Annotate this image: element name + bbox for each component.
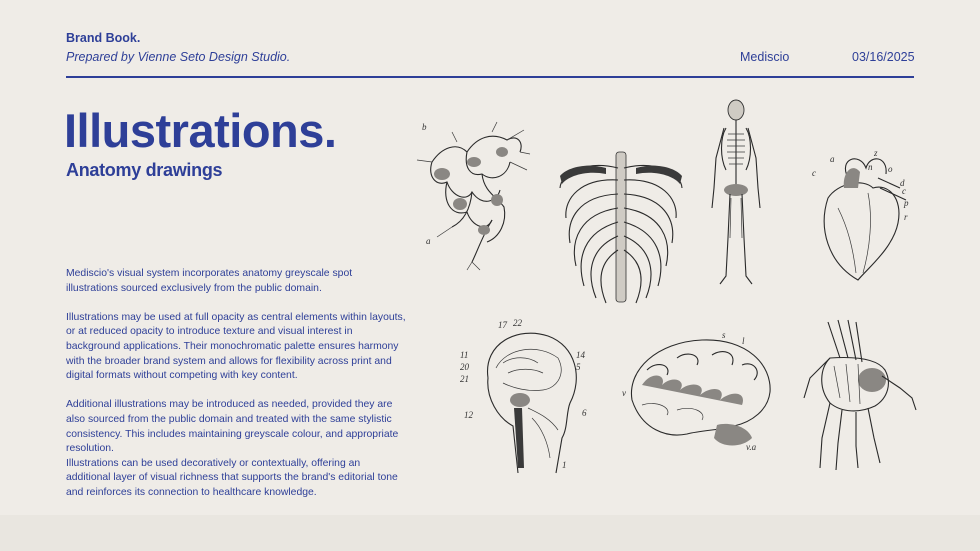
neuron-label-a: a bbox=[426, 236, 431, 246]
heart-label: r bbox=[904, 212, 908, 222]
head-label: 20 bbox=[460, 362, 469, 372]
head-label: 22 bbox=[513, 318, 522, 328]
rib-cage-icon bbox=[560, 152, 682, 303]
heart-label: a bbox=[830, 154, 835, 164]
head-label: 6 bbox=[582, 408, 587, 418]
heart-label: n bbox=[868, 162, 873, 172]
brain-label: v bbox=[622, 388, 626, 398]
paragraph: Illustrations may be used at full opacity as central elements within layouts, or at reduced opacity to introduce texture and visual interest in background applications. Their monochromatic palette ensures harmony with the broader brand system and allows for flexibility across print and digital formats without competing with key content. bbox=[66, 311, 406, 382]
heart-label: d bbox=[900, 178, 905, 188]
head-cross-section-illustration bbox=[458, 318, 598, 478]
body-text bbox=[66, 267, 406, 501]
heart-label: p bbox=[904, 198, 909, 208]
page-subtitle: Anatomy drawings bbox=[66, 160, 223, 180]
neuron-label-b: b bbox=[422, 122, 427, 132]
paragraph: Additional illustrations may be introduced as needed, provided they are also sourced from the public domain and treated with the same stylistic consistency. This includes maintaining greyscale colour, and appropriate resolution. bbox=[66, 399, 399, 455]
brain-label: s bbox=[722, 330, 726, 340]
hand-muscles-illustration bbox=[800, 318, 920, 472]
head-label: 17 bbox=[498, 320, 507, 330]
heart-label: c bbox=[902, 186, 906, 196]
hand-muscles-icon bbox=[804, 320, 916, 470]
page-title: Illustrations. bbox=[64, 104, 337, 157]
skeleton-illustration bbox=[706, 98, 766, 290]
skeleton-icon bbox=[712, 100, 760, 284]
heart-icon bbox=[812, 148, 909, 280]
head-label: 12 bbox=[464, 410, 473, 420]
paragraph: Illustrations can be used decoratively or contextually, offering an additional layer of visual richness that supports the brand's editorial tone and reinforces its connection to healthcare knowledge. bbox=[66, 457, 398, 498]
document-date: 03/16/2025 bbox=[852, 50, 915, 64]
heart-label: z bbox=[874, 148, 878, 158]
heart-illustration bbox=[808, 148, 918, 288]
head-label: 14 bbox=[576, 350, 585, 360]
brain-label: l bbox=[742, 336, 745, 346]
heart-label: o bbox=[888, 164, 893, 174]
neuron-cells-icon bbox=[417, 122, 530, 270]
head-label: 11 bbox=[460, 350, 469, 360]
head-label: 21 bbox=[460, 374, 469, 384]
header-divider bbox=[66, 76, 914, 78]
prepared-by: Prepared by Vienne Seto Design Studio. bbox=[66, 50, 291, 64]
rib-cage-illustration bbox=[556, 148, 686, 308]
head-label: 5 bbox=[576, 362, 581, 372]
brain-icon bbox=[622, 330, 770, 452]
head-label: 1 bbox=[562, 460, 567, 470]
brain-illustration bbox=[622, 330, 782, 454]
paragraph: Mediscio's visual system incorporates anatomy greyscale spot illustrations sourced exclusively from the public domain. bbox=[66, 268, 353, 294]
brand-title: Brand Book. bbox=[66, 31, 141, 45]
company-name: Mediscio bbox=[740, 50, 790, 64]
brain-label: v.a bbox=[746, 442, 757, 452]
head-cross-section-icon bbox=[460, 318, 587, 473]
neuron-cells-illustration bbox=[412, 112, 532, 272]
footer-band bbox=[0, 515, 980, 551]
heart-label: c bbox=[812, 168, 816, 178]
